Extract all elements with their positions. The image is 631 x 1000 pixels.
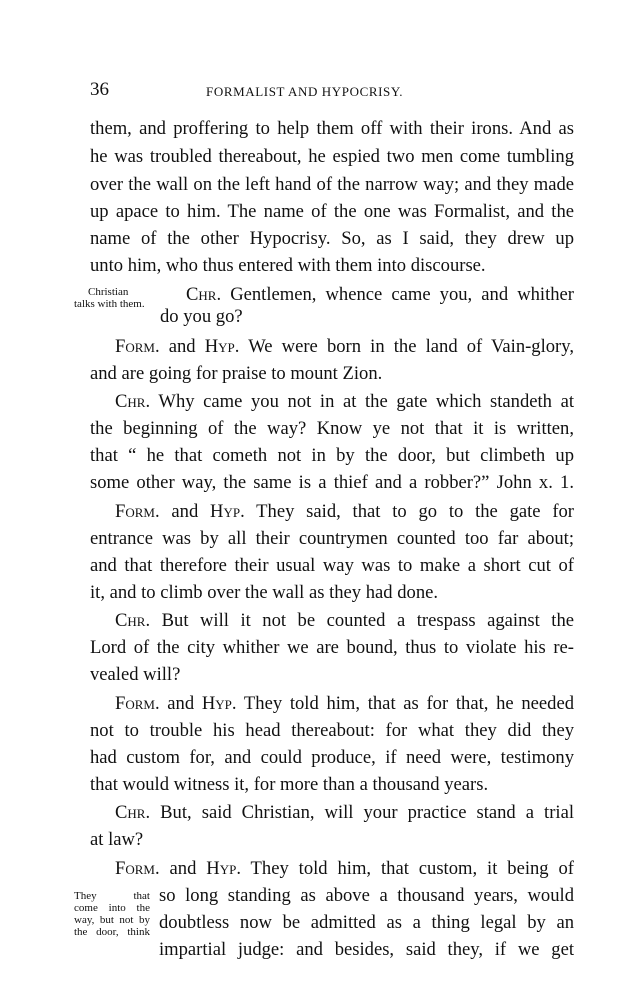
text-line: them, and proffering to help them off with their irons. And as bbox=[90, 118, 574, 139]
text-line bbox=[115, 858, 574, 880]
margin-note-line: They that bbox=[74, 890, 150, 902]
text-line bbox=[115, 336, 574, 358]
text-line: vealed will? bbox=[90, 664, 181, 685]
margin-note-line: come into the bbox=[74, 902, 150, 914]
line-text: But will it not be counted a trespass against the bbox=[150, 610, 574, 631]
text-line: that would witness it, for more than a thousand years. bbox=[90, 774, 489, 795]
text-line: it, and to climb over the wall as they had done. bbox=[90, 582, 439, 603]
line-text: But, said Christian, will your practice stand a trial bbox=[150, 802, 574, 823]
text-line: do you go? bbox=[160, 306, 243, 327]
speaker-label: Form. bbox=[115, 501, 160, 522]
text-line: entrance was by all their countrymen counted too far about; bbox=[90, 528, 574, 549]
conjunction: and bbox=[159, 501, 211, 522]
speaker-label: Form. bbox=[115, 336, 160, 357]
text-line: and that therefore their usual way was to make a short cut of bbox=[90, 555, 574, 576]
text-line: doubtless now be admitted as a thing legal by an bbox=[159, 912, 574, 933]
conjunction: and bbox=[159, 858, 207, 879]
text-line: name of the other Hypocrisy. So, as I said, they drew up bbox=[90, 228, 574, 249]
conjunction: and bbox=[159, 336, 205, 357]
line-text: Why came you not in at the gate which standeth at bbox=[150, 391, 574, 412]
text-line bbox=[115, 802, 574, 824]
margin-note-line: talks with them. bbox=[74, 298, 145, 310]
text-line: some other way, the same is a thief and a robber?” John x. 1. bbox=[90, 472, 574, 493]
text-line: at law? bbox=[90, 829, 144, 850]
speaker-label: Hyp. bbox=[201, 693, 237, 714]
text-line: Lord of the city whither we are bound, thus to violate his re- bbox=[90, 637, 574, 658]
line-text: They told him, that custom, it being of bbox=[240, 858, 574, 879]
text-line: the beginning of the way? Know ye not that it is written, bbox=[90, 418, 574, 439]
speaker-label: Chr. bbox=[115, 391, 151, 412]
speaker-label: Hyp. bbox=[206, 858, 241, 879]
speaker-label: Form. bbox=[115, 858, 160, 879]
text-line: up apace to him. The name of the one was Formalist, and the bbox=[90, 201, 574, 222]
text-line: and are going for praise to mount Zion. bbox=[90, 363, 383, 384]
text-line: unto him, who thus entered with them into discourse. bbox=[90, 255, 486, 276]
margin-note-line: way, but not by bbox=[74, 914, 150, 926]
line-text: They told him, that as for that, he needed bbox=[236, 693, 574, 714]
margin-note-line: Christian bbox=[88, 286, 129, 298]
text-line bbox=[115, 501, 574, 523]
speaker-label: Hyp. bbox=[210, 501, 245, 522]
text-line bbox=[115, 610, 574, 632]
speaker-label: Hyp. bbox=[204, 336, 240, 357]
speaker-label: Chr. bbox=[115, 610, 151, 631]
page-number: 36 bbox=[90, 79, 109, 100]
text-line bbox=[115, 693, 574, 715]
line-text: We were born in the land of Vain-glory, bbox=[239, 336, 574, 357]
text-line: he was troubled thereabout, he espied two men come tumbling bbox=[90, 146, 574, 167]
text-line: that “ he that cometh not in by the door, but climbeth up bbox=[90, 445, 574, 466]
text-line: over the wall on the left hand of the narrow way; and they made bbox=[90, 174, 574, 195]
text-line bbox=[186, 284, 574, 306]
speaker-label: Chr. bbox=[186, 284, 222, 305]
text-line: not to trouble his head thereabout: for what they did they bbox=[90, 720, 574, 741]
line-text: Gentlemen, whence came you, and whither bbox=[221, 284, 574, 305]
margin-note-line: the door, think bbox=[74, 926, 150, 938]
text-line bbox=[115, 391, 574, 413]
text-line: had custom for, and could produce, if need were, testimony bbox=[90, 747, 574, 768]
conjunction: and bbox=[159, 693, 202, 714]
running-head: FORMALIST AND HYPOCRISY. bbox=[206, 84, 404, 99]
line-text: They said, that to go to the gate for bbox=[244, 501, 574, 522]
speaker-label: Chr. bbox=[115, 802, 151, 823]
text-line: impartial judge: and besides, said they, if we get bbox=[159, 939, 574, 960]
speaker-label: Form. bbox=[115, 693, 160, 714]
text-line: so long standing as above a thousand years, would bbox=[159, 885, 574, 906]
